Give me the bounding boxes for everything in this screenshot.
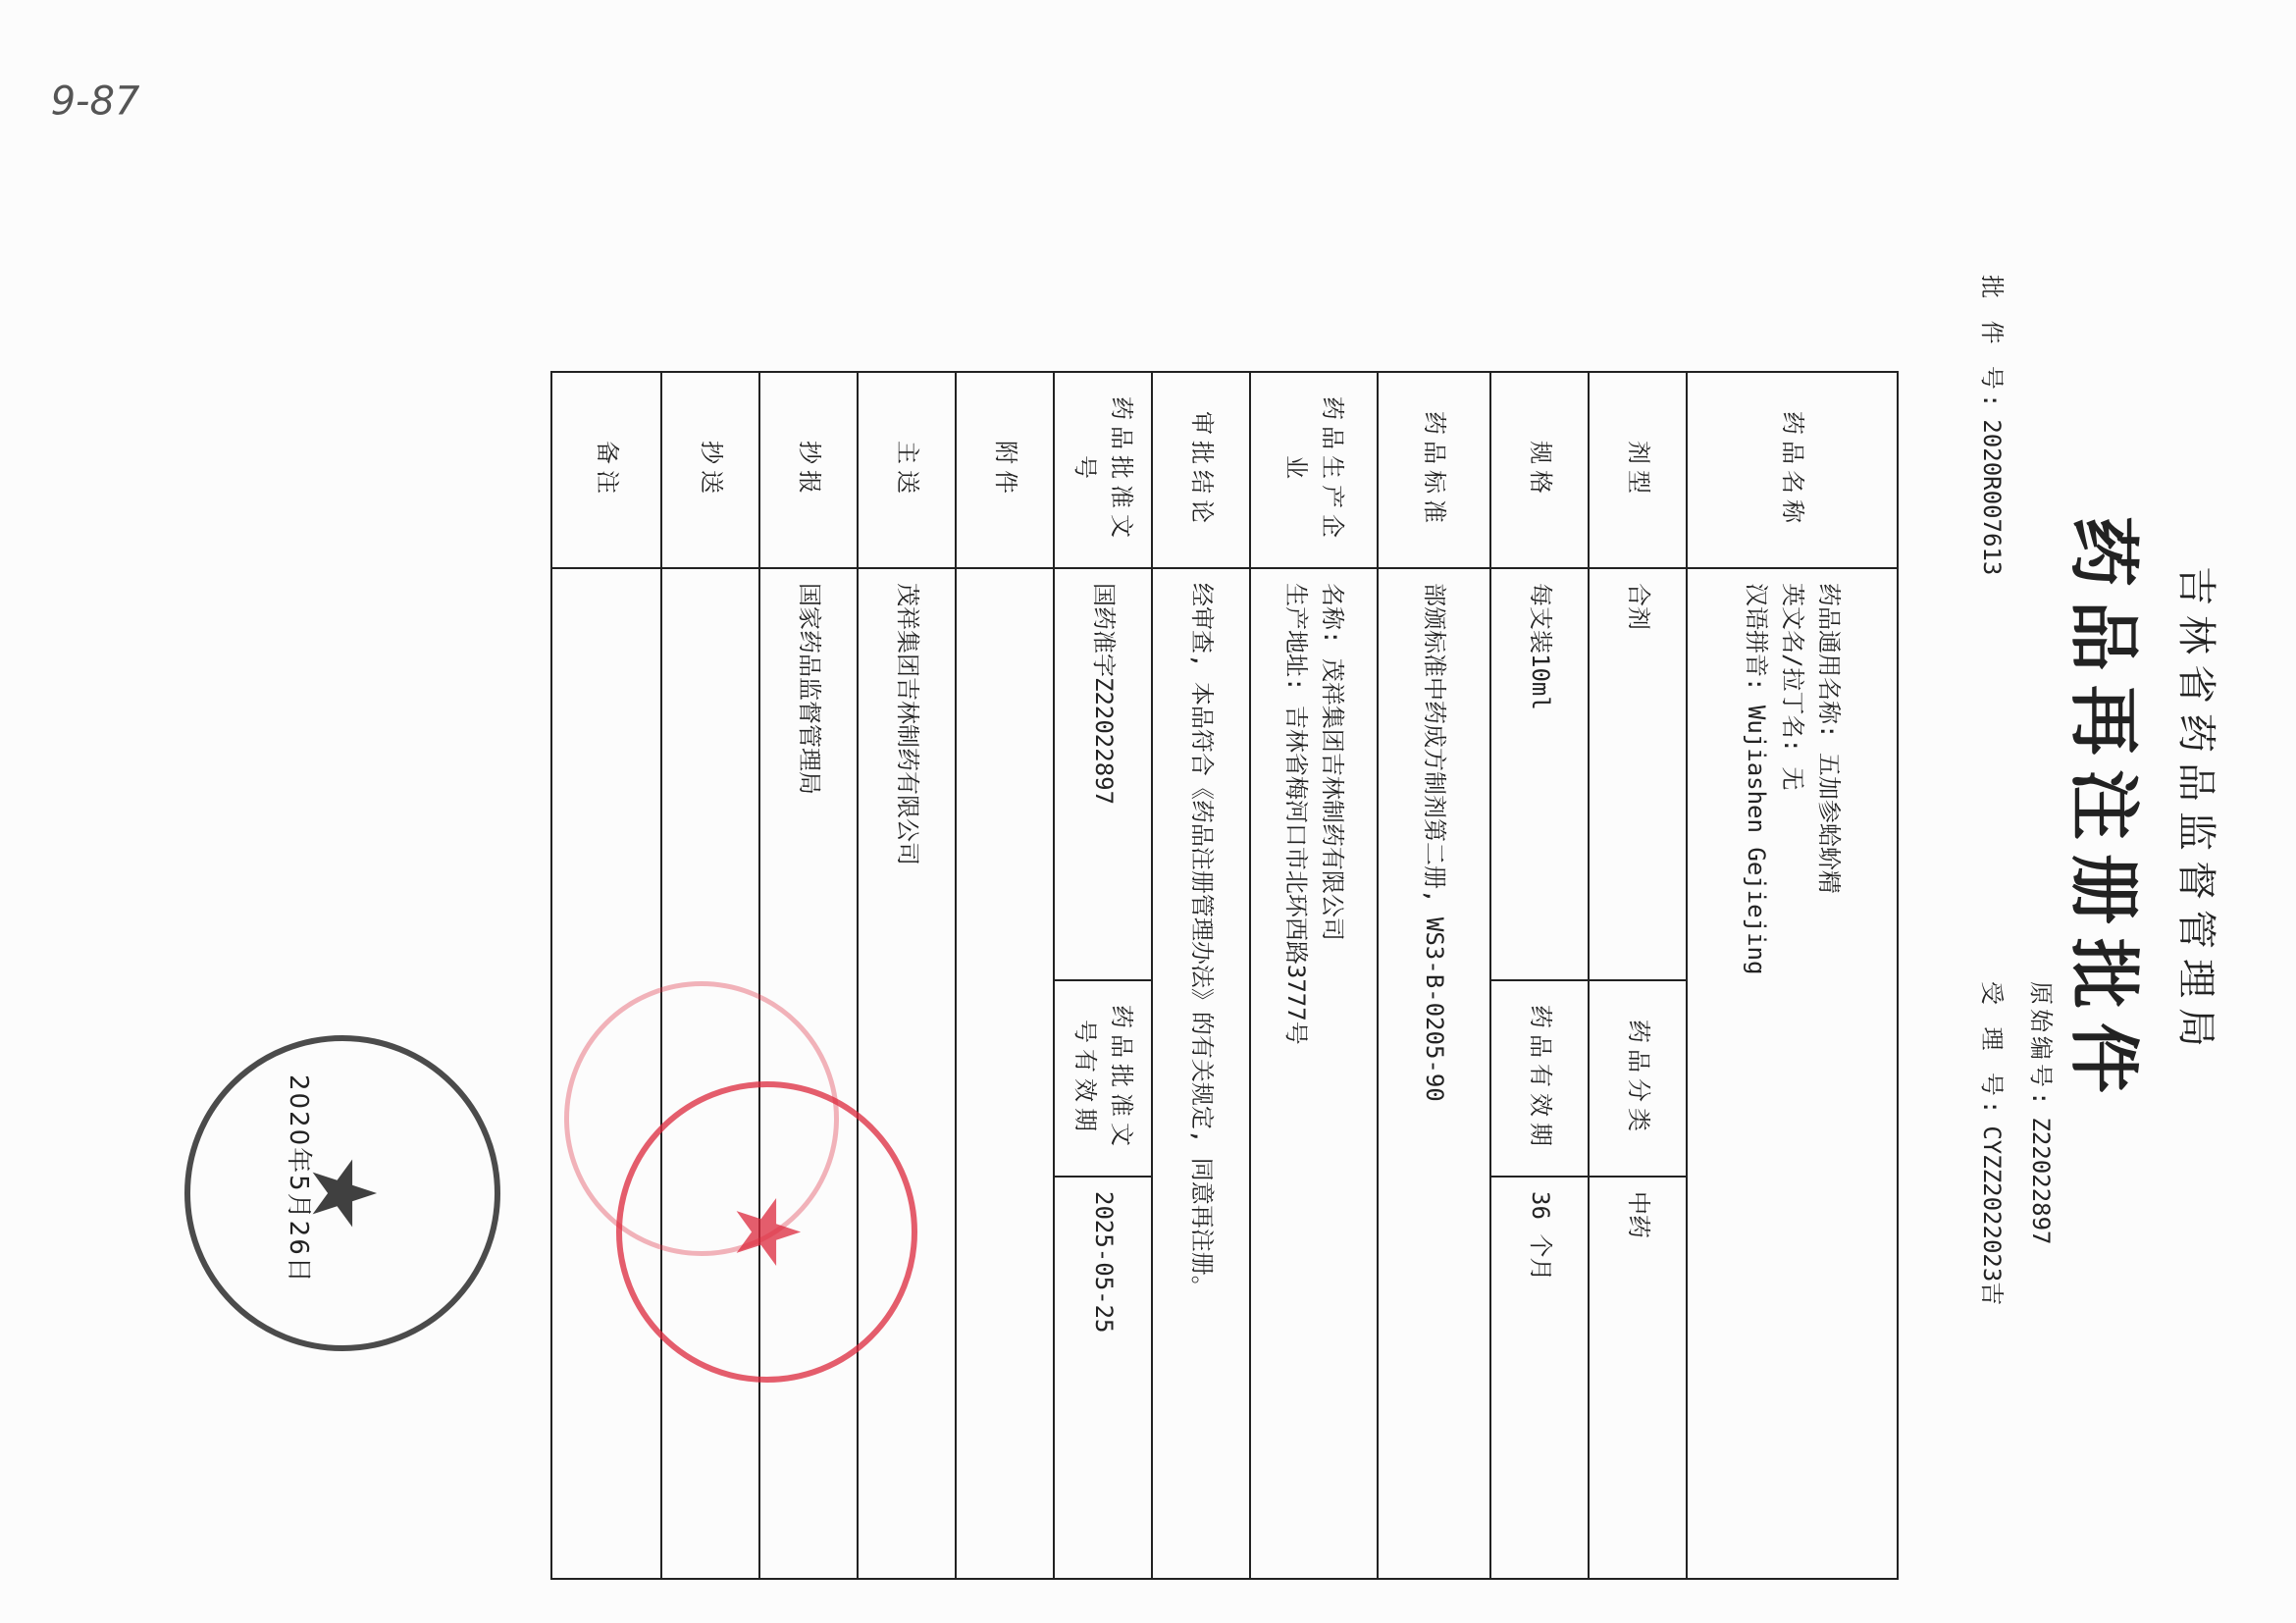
remark-label: 备注 [551, 372, 661, 568]
attachment-value [956, 568, 1054, 1579]
acceptance-number [1977, 981, 2011, 1305]
category-value: 中药 [1589, 1177, 1687, 1579]
batch-number-value: 2020R007613 [1978, 419, 2006, 576]
table-row [551, 372, 661, 1579]
manufacturer-name: 名称: 茂祥集团吉林制药有限公司 [1319, 583, 1347, 941]
table-row [759, 372, 858, 1579]
cc-label: 抄送 [661, 372, 759, 568]
approval-no-value: 国药准字Z22022897 [1054, 568, 1152, 980]
table-row [661, 372, 759, 1579]
table-row [956, 372, 1054, 1579]
table-row [858, 372, 956, 1579]
manufacturer-address: 生产地址: 吉林省梅河口市北环西路3777号 [1282, 583, 1310, 1045]
agency-name: 吉林省药品监督管理局 [2173, 566, 2218, 1057]
company-red-seal [616, 1081, 917, 1383]
table-row [1378, 372, 1490, 1579]
pinyin-name: 汉语拼音: Wujiashen Gejiejing [1742, 583, 1770, 975]
acceptance-number-value: CYZZ2022023吉 [1978, 1126, 2006, 1306]
dosage-form-value: 合剂 [1589, 568, 1687, 980]
approval-validity-label: 药品批准文号有效期 [1054, 980, 1152, 1177]
original-number-value: Z22022897 [2027, 1117, 2055, 1245]
approval-no-label: 药品批准文号 [1054, 372, 1152, 568]
seal-date: 2020年5月26日 [284, 1074, 313, 1284]
generic-name: 药品通用名称: 五加参蛤蚧精 [1815, 583, 1844, 894]
official-seal [184, 1035, 500, 1351]
english-name: 英文名/拉丁名: 无 [1779, 583, 1807, 791]
conclusion-label: 审批结论 [1152, 372, 1250, 568]
report-to-label: 抄报 [759, 372, 858, 568]
manufacturer-label: 药品生产企业 [1250, 372, 1378, 568]
spec-value: 每支装10ml [1490, 568, 1589, 980]
dosage-form-label: 剂型 [1589, 372, 1687, 568]
attachment-label: 附件 [956, 372, 1054, 568]
batch-number [1977, 275, 2011, 575]
validity-value: 36 个月 [1490, 1177, 1589, 1579]
drug-name-label: 药品名称 [1687, 372, 1898, 568]
star-icon: ★ [291, 1153, 394, 1233]
table-row [1687, 372, 1898, 1579]
conclusion-value: 经审查, 本品符合《药品注册管理办法》的有关规定, 同意再注册。 [1152, 568, 1250, 1579]
table-row [1054, 372, 1152, 1579]
main-send-label: 主送 [858, 372, 956, 568]
approval-validity-value: 2025-05-25 [1054, 1177, 1152, 1579]
spec-label: 规格 [1490, 372, 1589, 568]
original-number-label: 原始编号: [2027, 981, 2055, 1110]
manufacturer-values [1250, 568, 1378, 1579]
drug-name-values [1687, 568, 1898, 1579]
standard-label: 药品标准 [1378, 372, 1490, 568]
document-title: 药品再注册批件 [2062, 515, 2146, 1107]
main-send-value: 茂祥集团吉林制药有限公司 [858, 568, 956, 1579]
approval-form-table [550, 371, 1899, 1580]
validity-label: 药品有效期 [1490, 980, 1589, 1177]
table-row [1589, 372, 1687, 1579]
category-label: 药品分类 [1589, 980, 1687, 1177]
star-icon: ★ [715, 1192, 819, 1272]
acceptance-number-label: 受 理 号: [1978, 981, 2006, 1119]
table-row [1490, 372, 1589, 1579]
standard-value: 部颁标准中药成方制剂第二册, WS3-B-0205-90 [1378, 568, 1490, 1579]
handwritten-page-note: 9-87 [50, 79, 140, 125]
report-to-value: 国家药品监督管理局 [759, 568, 858, 1579]
original-number [2026, 981, 2061, 1245]
batch-number-label: 批 件 号: [1978, 275, 2006, 412]
table-row [1152, 372, 1250, 1579]
table-row [1250, 372, 1378, 1579]
